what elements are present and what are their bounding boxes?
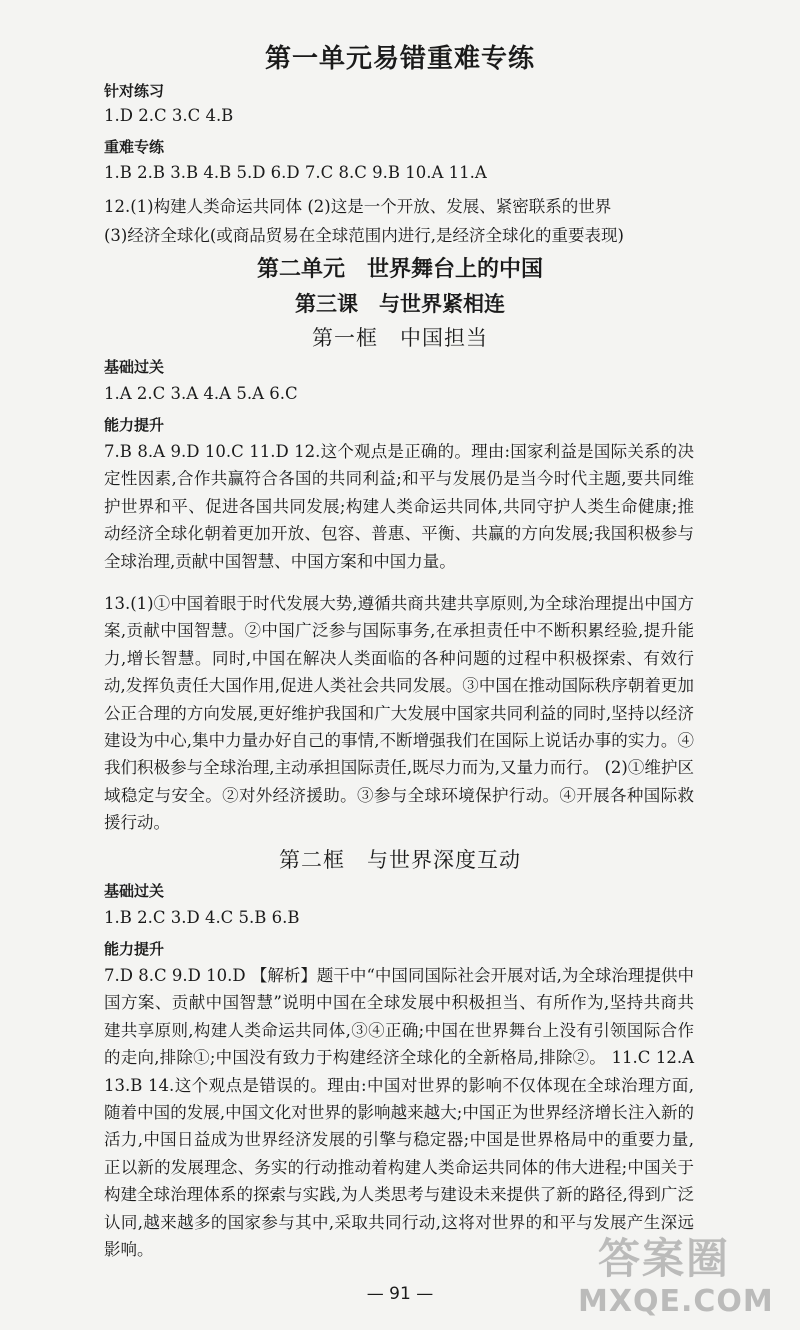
frame1-title: 第一框 中国担当 <box>312 326 488 350</box>
answers-key-difficult: 1.B 2.B 3.B 4.B 5.D 6.D 7.C 8.C 9.B 10.A 11.A <box>104 163 487 182</box>
unit2-title: 第二单元 世界舞台上的中国 <box>256 256 543 282</box>
section-label-targeted-practice: 针对练习 <box>104 82 165 100</box>
watermark-text-bottom: MXQE.COM <box>578 1284 774 1319</box>
frame2-title: 第二框 与世界深度互动 <box>279 848 521 872</box>
frame2-basic-label: 基础过关 <box>104 882 165 900</box>
page-number: — 91 — <box>366 1284 434 1304</box>
answer-q12-line1: 12.(1)构建人类命运共同体 (2)这是一个开放、发展、紧密联系的世界 <box>104 197 612 216</box>
frame1-ability-answers: 7.B 8.A 9.D 10.C 11.D 12.这个观点是正确的。理由:国家利益是国际关系的决定性因素,合作共赢符合各国的共同利益;和平与发展仍是当今时代主题,要共同维护世界和平、促进各国共同发展;构建人类命运共同体,共同守护人类生命健康;推动经济全球化朝着更加开放、包容、普惠、平衡、共赢的方向发展;我国积极参与全球治理,贡献中国智慧、中国方案和中国力量。 <box>104 442 694 571</box>
unit1-title: 第一单元易错重难专练 <box>264 44 535 74</box>
frame1-basic-label: 基础过关 <box>104 358 165 376</box>
frame2-ability-label: 能力提升 <box>104 940 165 958</box>
frame1-basic-answers: 1.A 2.C 3.A 4.A 5.A 6.C <box>104 384 298 403</box>
frame1-ability-label: 能力提升 <box>104 416 165 434</box>
watermark-text-top: 答案圈 <box>598 1234 731 1283</box>
answers-targeted-practice: 1.D 2.C 3.C 4.B <box>104 106 234 125</box>
lesson3-title: 第三课 与世界紧相连 <box>295 291 505 316</box>
frame1-q13-answer: 13.(1)①中国着眼于时代发展大势,遵循共商共建共享原则,为全球治理提出中国方案,贡献中国智慧。②中国广泛参与国际事务,在承担责任中不断积累经验,提升能力,增长智慧。同时,中国在解决人类面临的各种问题的过程中积极探索、有效行动,发挥负责任大国作用,促进人类社会共同发展。③中国在推动国际秩序朝着更加公正合理的方向发展,更好维护我国和广大发展中国家共同利益的同时,坚持以经济建设为中心,集中力量办好自己的事情,不断增强我们在国际上说话办事的实力。④我们积极参与全球治理,主动承担国际责任,既尽力而为,又量力而行。 (2)①维护区域稳定与安全。②对外经济援助。③参与全球环境保护行动。④开展各种国际救援行动。 <box>104 594 694 833</box>
section-label-key-difficult: 重难专练 <box>104 138 165 156</box>
site-watermark <box>578 1226 778 1322</box>
answer-q12-line2: (3)经济全球化(或商品贸易在全球范围内进行,是经济全球化的重要表现) <box>104 226 624 245</box>
frame2-basic-answers: 1.B 2.C 3.D 4.C 5.B 6.B <box>104 908 300 927</box>
frame2-ability-answers: 7.D 8.C 9.D 10.D 【解析】题干中“中国同国际社会开展对话,为全球治理提供中国方案、贡献中国智慧”说明中国在全球发展中积极担当、有所作为,坚持共商共建共享原则,构建人类命运共同体,③④正确;中国在世界舞台上没有引领国际合作的走向,排除①;中国没有致力于构建经济全球化的全新格局,排除②。 11.C 12.A 13.B 14.这个观点是错误的。理由:中国对世界的影响不仅体现在全球治理方面,随着中国的发展,中国文化对世界的影响越来越大;中国正为世界经济增长注入新的活力,中国日益成为世界经济发展的引擎与稳定器;中国是世界格局中的重要力量,正以新的发展理念、务实的行动推动着构建人类命运共同体的伟大进程;中国关于构建全球治理体系的探索与实践,为人类思考与建设未来提供了新的路径,得到广泛认同,越来越多的国家参与其中,采取共同行动,这将对世界的和平与发展产生深远影响。 <box>104 966 694 1260</box>
